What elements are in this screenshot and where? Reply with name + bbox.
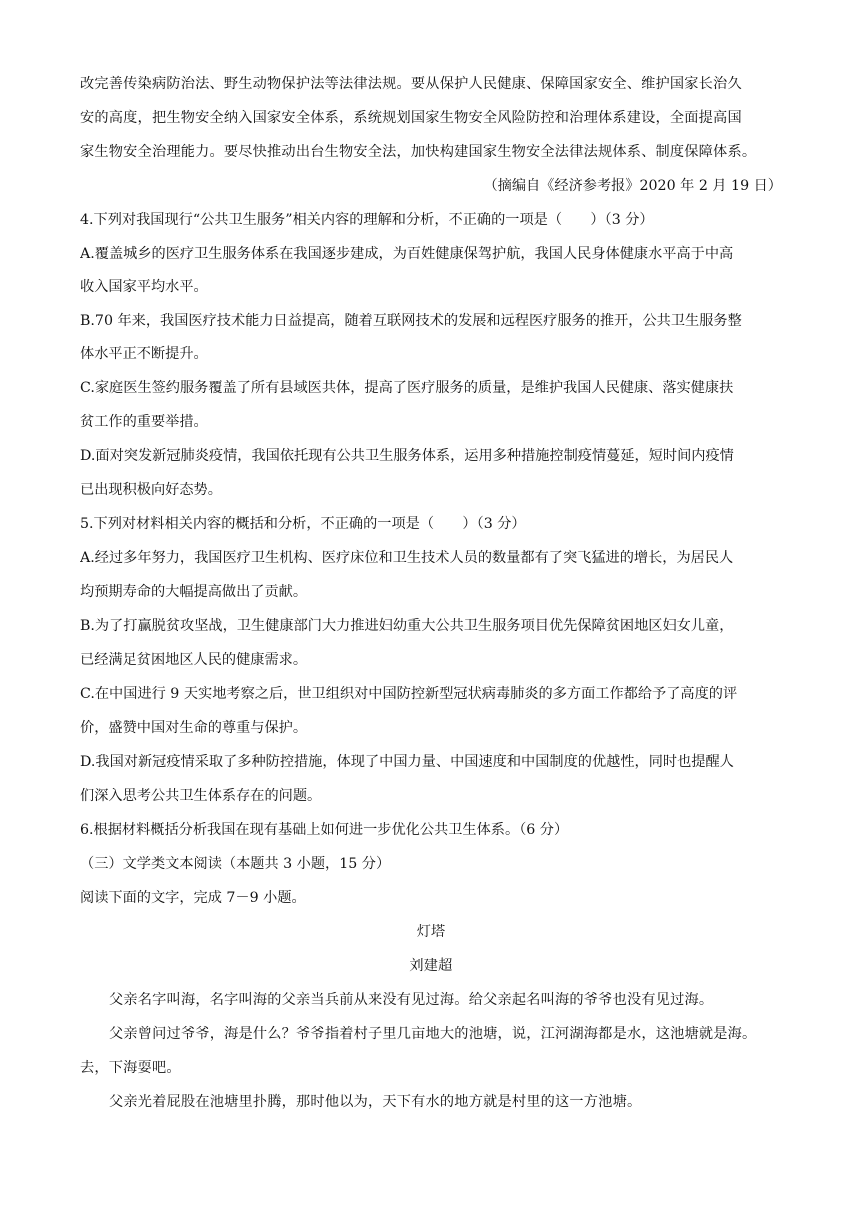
story-paragraph: 父亲名字叫海，名字叫海的父亲当兵前从来没有见过海。给父亲起名叫海的爷爷也没有见过海。 xyxy=(109,992,714,1008)
question-4-stem: 4.下列对我国现行“公共卫生服务”相关内容的理解和分析，不正确的一项是（ ）（3 分） xyxy=(80,212,654,228)
q5-option-d-cont: 们深入思考公共卫生体系存在的问题。 xyxy=(80,788,322,804)
q4-option-a-cont: 收入国家平均水平。 xyxy=(80,279,208,295)
passage-line: 家生物安全治理能力。要尽快推动出台生物安全法，加快构建国家生物安全法律法规体系、制度保障体系。 xyxy=(80,144,757,160)
passage-source: （摘编自《经济参考报》2020 年 2 月 19 日） xyxy=(483,178,782,194)
q5-option-c: C.在中国进行 9 天实地考察之后，世卫组织对中国防控新型冠状病毒肺炎的多方面工作都给予了高度的评 xyxy=(80,686,738,702)
q5-option-b-cont: 已经满足贫困地区人民的健康需求。 xyxy=(80,652,308,668)
q5-option-b: B.为了打赢脱贫攻坚战，卫生健康部门大力推进妇幼重大公共卫生服务项目优先保障贫困地区妇女儿童， xyxy=(80,618,734,634)
q5-option-a: A.经过多年努力，我国医疗卫生机构、医疗床位和卫生技术人员的数量都有了突飞猛进的增长，为居民人 xyxy=(80,550,734,566)
q4-option-c: C.家庭医生签约服务覆盖了所有县域医共体，提高了医疗服务的质量，是维护我国人民健康、落实健康扶 xyxy=(80,380,734,396)
q4-option-d: D.面对突发新冠肺炎疫情，我国依托现有公共卫生服务体系，运用多种措施控制疫情蔓延，短时间内疫情 xyxy=(80,448,734,464)
q5-option-a-cont: 均预期寿命的大幅提高做出了贡献。 xyxy=(80,584,308,600)
story-title: 灯塔 xyxy=(416,924,446,940)
section-instruction: 阅读下面的文字，完成 7－9 小题。 xyxy=(80,890,306,906)
story-paragraph-cont: 去，下海耍吧。 xyxy=(80,1060,181,1076)
question-5-stem: 5.下列对材料相关内容的概括和分析，不正确的一项是（ ）（3 分） xyxy=(80,516,526,532)
q4-option-b: B.70 年来，我国医疗技术能力日益提高，随着互联网技术的发展和远程医疗服务的推开，公共卫生服务整 xyxy=(80,313,742,329)
story-author: 刘建超 xyxy=(409,958,453,974)
q4-option-a: A.覆盖城乡的医疗卫生服务体系在我国逐步建成，为百姓健康保驾护航，我国人民身体健康水平高于中高 xyxy=(80,246,734,262)
passage-line: 改完善传染病防治法、野生动物保护法等法律法规。要从保护人民健康、保障国家安全、维护国家长治久 xyxy=(80,76,742,92)
q4-option-c-cont: 贫工作的重要举措。 xyxy=(80,414,208,430)
story-paragraph: 父亲曾问过爷爷，海是什么？爷爷指着村子里几亩地大的池塘，说，江河湖海都是水，这池塘就是海。 xyxy=(109,1026,757,1042)
q5-option-c-cont: 价，盛赞中国对生命的尊重与保护。 xyxy=(80,720,308,736)
passage-line: 安的高度，把生物安全纳入国家安全体系，系统规划国家生物安全风险防控和治理体系建设，全面提高国 xyxy=(80,110,742,126)
q5-option-d: D.我国对新冠疫情采取了多种防控措施，体现了中国力量、中国速度和中国制度的优越性，同时也提醒人 xyxy=(80,754,734,770)
story-paragraph: 父亲光着屁股在池塘里扑腾，那时他以为，天下有水的地方就是村里的这一方池塘。 xyxy=(109,1094,642,1110)
q4-option-d-cont: 已出现积极向好态势。 xyxy=(80,482,222,498)
q4-option-b-cont: 体水平正不断提升。 xyxy=(80,346,208,362)
section-heading: （三）文学类文本阅读（本题共 3 小题，15 分） xyxy=(80,856,391,872)
question-6-stem: 6.根据材料概括分析我国在现有基础上如何进一步优化公共卫生体系。（6 分） xyxy=(80,822,569,838)
